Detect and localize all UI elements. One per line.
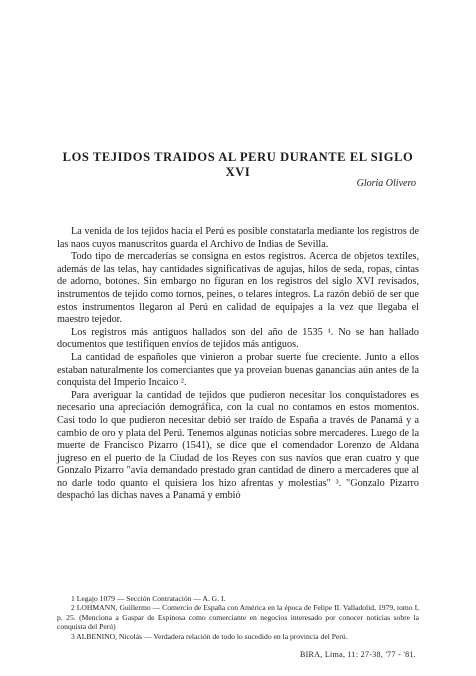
body-paragraph: Para averiguar la cantidad de tejidos que pudieron necesitar los conquistadores es necesario una apreciación demográfica, con la cual no contamos en estos momentos. Casi todo lo que pudieron necesitar debió ser traído de España a través de Panamá y a cambio de oro y plata del Perú. Tenemos algunas noticias sobre mercaderes. Luego de la muerte de Francisco Pizarro (1541), se dice que el comendador Lorenzo de Aldana jugreso en el puerto de la Ciudad de los Reyes con sus navíos que eran cuatro y que Gonzalo Pizarro "avia demandado prestado gran cantidad de dinero a mercaderes que al no darle todo quanto el quisiera los hizo afrentas y molestias" ³. "Gonzalo Pizarro despachó las dichas naves a Panamá y embió (57, 389, 419, 502)
footnote: 2 LOHMANN, Guillermo — Comercio de España con América en la época de Felipe II. Valladolid, 1979, tomo I, p. 25. (Menciona a Gaspar de Espinosa como comerciante en negocios interesado por conocer noticias sobre la conquista del Perú) (57, 603, 419, 632)
footnotes (57, 594, 419, 641)
body-paragraph: La cantidad de españoles que vinieron a probar suerte fue creciente. Junto a ellos estaban naturalmente los comerciantes que ya proveían buenas ganancias aún antes de la conquista del Imperio Incaico ². (57, 351, 419, 389)
page-citation: BIRA, Lima, 11: 27-38, '77 - '81. (299, 650, 416, 659)
body-paragraph: Todo tipo de mercaderías se consigna en estos registros. Acerca de objetos textiles, además de las telas, hay cantidades significativas de agujas, hilos de seda, ropas, cintas de adorno, botones. Sin embargo no figuran en los registros del siglo XVI revisados, instrumentos de tejido como tornos, peines, o telares íntegros. La razón debió de ser que estos instrumentos llegaron al Perú en calidad de equipajes a la vez que llegaba el maestro tejedor. (57, 251, 419, 326)
article-body (57, 226, 419, 503)
footnote: 1 Legajo 1079 — Sección Contratación — A. G. I. (71, 594, 226, 603)
article-title: LOS TEJIDOS TRAIDOS AL PERU DURANTE EL SIGLO XVI (62, 150, 414, 179)
body-paragraph: La venida de los tejidos hacia el Perú es posible constatarla mediante los registros de las naos cuyos manuscritos guarda el Archivo de Indias de Sevilla. (57, 226, 419, 250)
body-paragraph: Los registros más antiguos hallados son del año de 1535 ¹. No se han hallado documentos que testifiquen envíos de tejidos más antiguos. (57, 326, 419, 351)
article-author: Gloria Olivero (356, 178, 416, 189)
footnote: 3 ALBENINO, Nicolás — Verdadera relación de todo lo sucedido en la provincia del Perú. (71, 631, 348, 641)
